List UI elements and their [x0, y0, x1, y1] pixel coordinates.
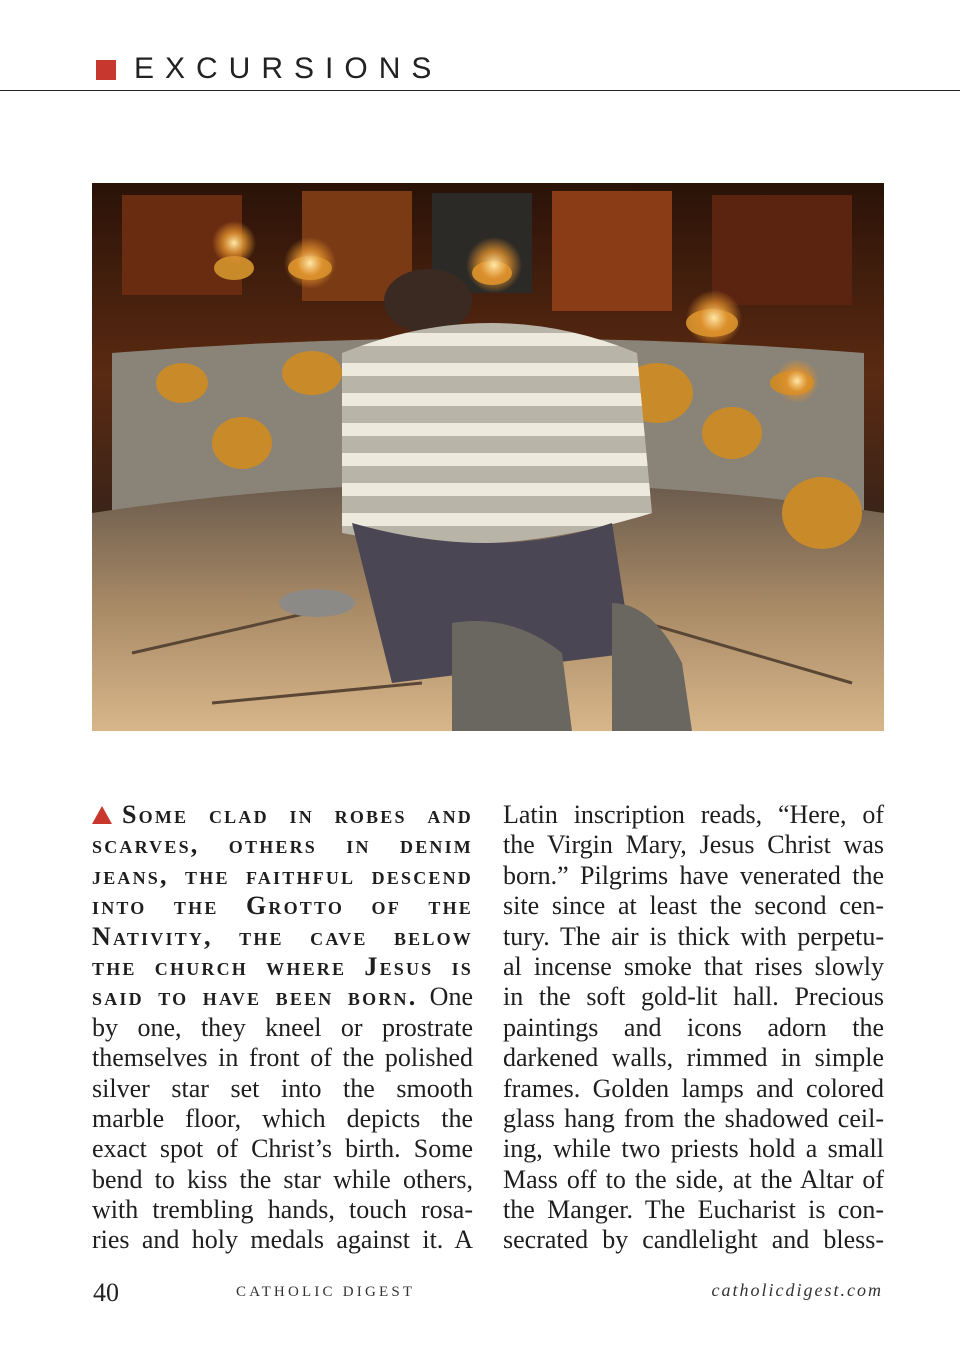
- body-text: exact spot of Christ’s birth. Some: [92, 1134, 473, 1164]
- magazine-name: CATHOLIC DIGEST: [236, 1284, 416, 1300]
- text-line: [92, 922, 473, 952]
- text-line: [92, 952, 473, 982]
- text-line: born.” Pilgrims have venerated the: [503, 860, 884, 890]
- text-line: [92, 1225, 473, 1255]
- text-line: glass hang from the shadowed ceil-: [503, 1103, 884, 1133]
- section-header: [0, 0, 960, 92]
- section-title: EXCURSIONS: [134, 52, 443, 85]
- grotto-photo: [92, 183, 884, 731]
- text-line: the Manger. The Eucharist is con-: [503, 1195, 884, 1225]
- caption-text: jeans, the faithful descend: [92, 860, 473, 890]
- text-line: [92, 982, 473, 1012]
- body-text: bend to kiss the star while others,: [92, 1164, 473, 1194]
- text-line: ing, while two priests hold a small: [503, 1134, 884, 1164]
- body-text: silver star set into the smooth: [92, 1073, 473, 1103]
- text-line: in the soft gold-lit hall. Precious: [503, 982, 884, 1012]
- text-line: secrated by candlelight and bless-: [503, 1225, 884, 1255]
- text-line: darkened walls, rimmed in simple: [503, 1043, 884, 1073]
- text-line: [92, 891, 473, 921]
- caption-text: into the Grotto of the: [92, 891, 473, 921]
- text-line: site since at least the second cen-: [503, 891, 884, 921]
- text-line: [92, 861, 473, 891]
- body-text: themselves in front of the polished: [92, 1043, 473, 1073]
- caption-text: Some clad in robes and: [122, 800, 473, 829]
- text-line: [92, 1013, 473, 1043]
- text-line: Latin inscription reads, “Here, of: [503, 800, 884, 829]
- text-line: [92, 1074, 473, 1104]
- text-line: al incense smoke that rises slowly: [503, 951, 884, 981]
- text-line: [92, 1104, 473, 1134]
- body-text: with trembling hands, touch rosa-: [92, 1195, 473, 1225]
- text-line: [92, 830, 473, 860]
- page-number: 40: [93, 1278, 119, 1307]
- caption-text: said to have been born.: [92, 982, 418, 1012]
- website-url: catholicdigest.com: [711, 1280, 883, 1300]
- text-line: tury. The air is thick with perpetu-: [503, 921, 884, 951]
- caption-text: the church where Jesus is: [92, 951, 473, 981]
- text-line: [92, 1165, 473, 1195]
- text-line: [92, 1134, 473, 1164]
- text-line: the Virgin Mary, Jesus Christ was: [503, 830, 884, 860]
- body-text: One: [417, 982, 473, 1012]
- article-column-right: [503, 800, 884, 1256]
- caption-triangle-icon: [92, 806, 112, 824]
- body-text: ries and holy medals against it. A: [92, 1225, 473, 1255]
- text-line: [92, 1043, 473, 1073]
- text-line: [92, 800, 473, 830]
- text-line: paintings and icons adorn the: [503, 1012, 884, 1042]
- text-line: Mass off to the side, at the Altar of: [503, 1164, 884, 1194]
- article-column-left: [92, 800, 473, 1256]
- body-text: by one, they kneel or prostrate: [92, 1012, 473, 1042]
- text-line: frames. Golden lamps and colored: [503, 1073, 884, 1103]
- caption-text: scarves, others in denim: [92, 830, 473, 860]
- caption-text: Nativity, the cave below: [92, 921, 473, 951]
- header-rule: [0, 90, 960, 91]
- body-text: marble floor, which depicts the: [92, 1103, 473, 1133]
- text-line: [92, 1195, 473, 1225]
- section-marker: [96, 60, 116, 80]
